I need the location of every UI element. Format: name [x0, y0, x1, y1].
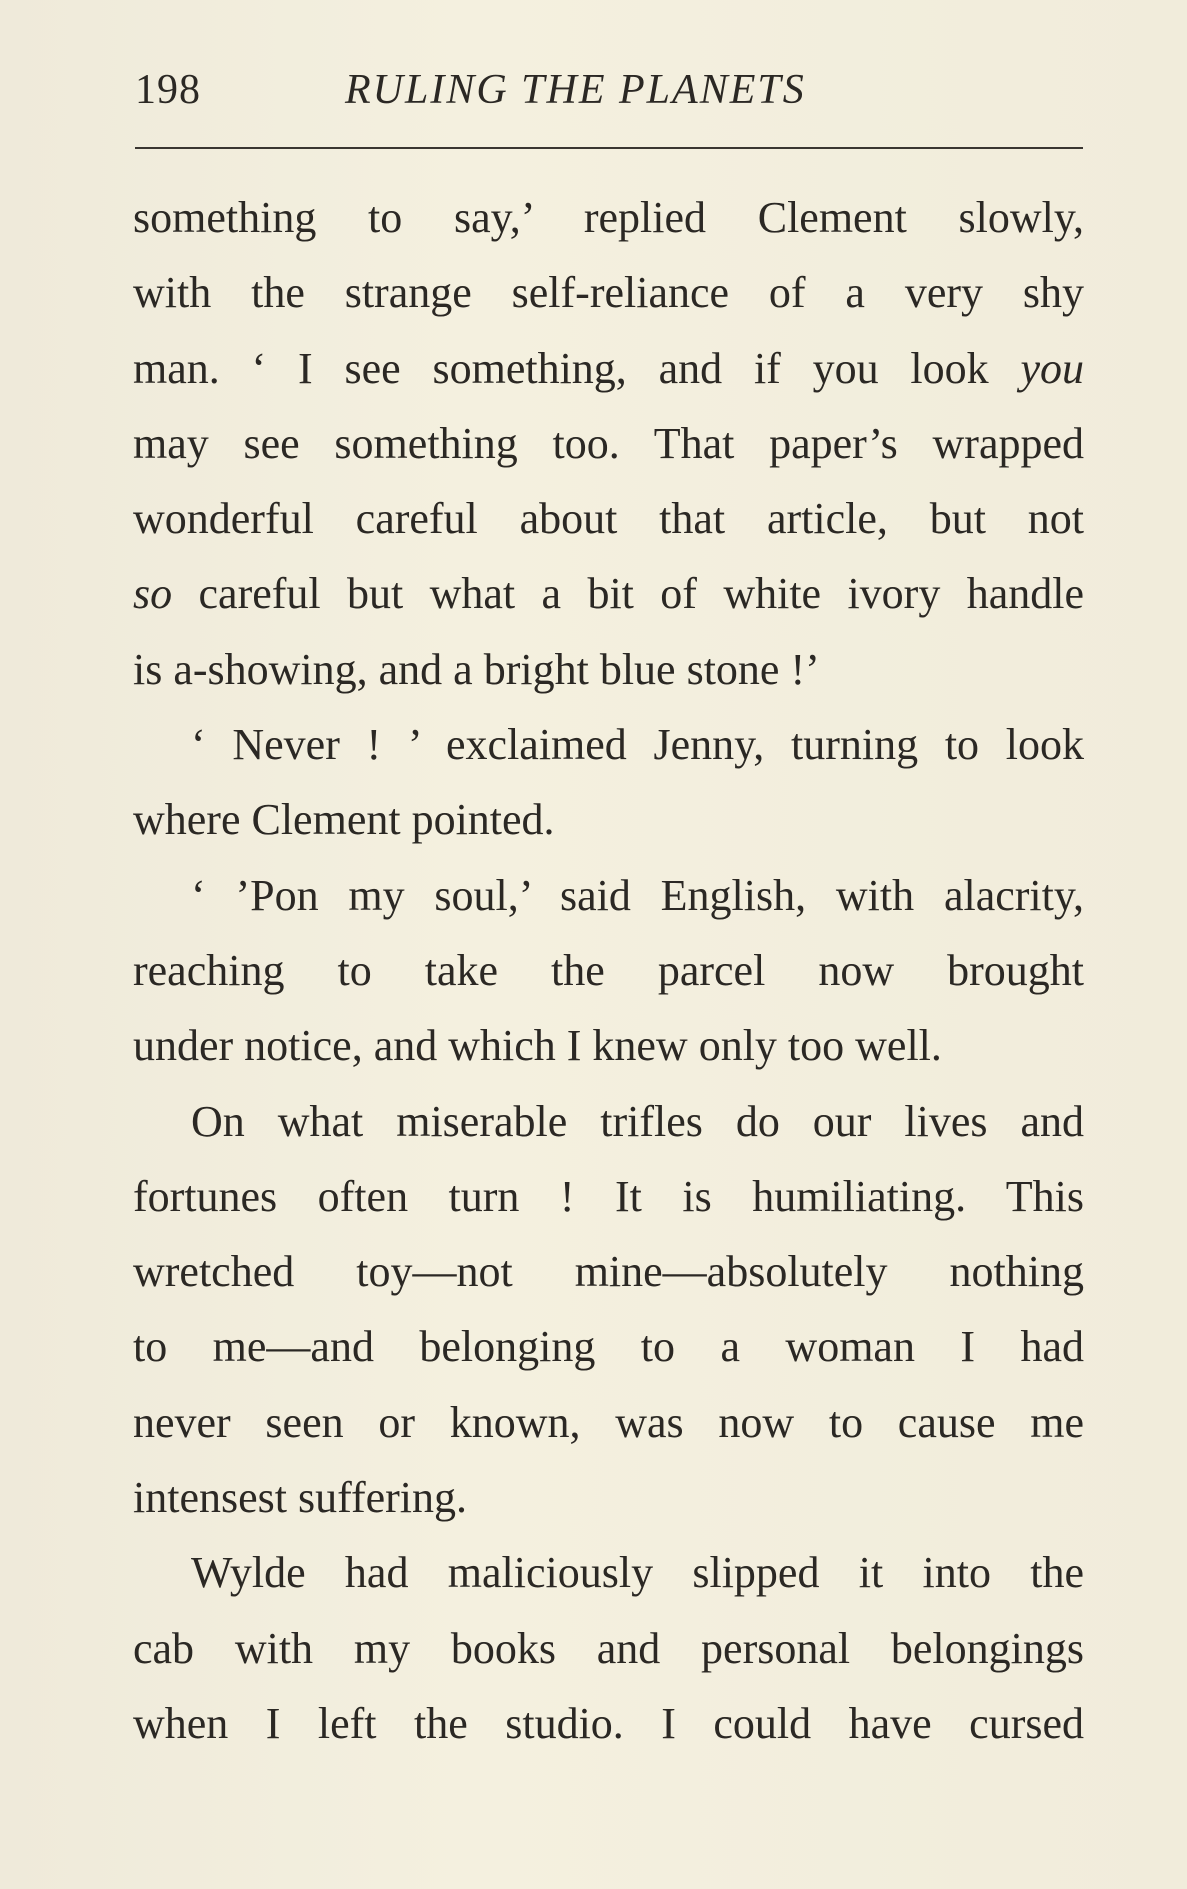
line-text: may see something too. That paper’s wrapped	[133, 418, 1084, 468]
line-text: to me—and belonging to a woman I had	[133, 1322, 1084, 1372]
line-text: where Clement pointed.	[133, 795, 555, 845]
text-line	[133, 933, 1084, 1008]
line-text: intensest suffering.	[133, 1473, 468, 1523]
line-text: ‘ ’Pon my soul,’ said English, with alacrity,	[191, 870, 1084, 920]
text-line	[133, 180, 1084, 255]
line-text: reaching to take the parcel now brought	[133, 945, 1084, 995]
line-text: is a-showing, and a bright blue stone !’	[133, 644, 820, 694]
line-text: under notice, and which I knew only too well.	[133, 1021, 942, 1071]
text-line	[133, 556, 1084, 631]
header-rule	[135, 147, 1083, 149]
text-line	[133, 481, 1084, 556]
line-text: Wylde had maliciously slipped it into the	[191, 1548, 1084, 1598]
text-line	[133, 255, 1084, 330]
text-line	[133, 632, 1084, 707]
line-text: ‘ Never ! ’ exclaimed Jenny, turning to look	[191, 720, 1084, 770]
line-text: when I left the studio. I could have cursed	[133, 1698, 1084, 1748]
line-text: wretched toy—not mine—absolutely nothing	[133, 1247, 1084, 1297]
line-text: cab with my books and personal belongings	[133, 1623, 1084, 1673]
line-text: On what miserable trifles do our lives and	[191, 1096, 1084, 1146]
italic-word: so	[133, 569, 173, 619]
body-text	[133, 180, 1084, 1761]
text-line	[133, 1611, 1084, 1686]
text-line	[133, 406, 1084, 481]
running-head	[135, 66, 1082, 122]
line-text: man. ‘ I see something, and if you look	[133, 343, 1021, 393]
text-line	[133, 1535, 1084, 1610]
page-number: 198	[135, 67, 201, 113]
text-line	[133, 1084, 1084, 1159]
line-text: fortunes often turn ! It is humiliating. This	[133, 1171, 1084, 1221]
line-text: never seen or known, was now to cause me	[133, 1397, 1084, 1447]
text-line	[133, 1309, 1084, 1384]
text-line	[133, 1008, 1084, 1083]
text-line	[133, 1234, 1084, 1309]
text-line	[133, 858, 1084, 933]
running-title: RULING THE PLANETS	[345, 67, 806, 113]
line-text: something to say,’ replied Clement slowly,	[133, 193, 1084, 242]
text-line	[133, 1385, 1084, 1460]
line-text: careful but what a bit of white ivory handle	[172, 569, 1084, 619]
text-line	[133, 782, 1084, 857]
text-line	[133, 331, 1084, 406]
italic-word: you	[1020, 343, 1084, 393]
text-line	[133, 1460, 1084, 1535]
text-line	[133, 1159, 1084, 1234]
text-line	[133, 1686, 1084, 1761]
line-text: with the strange self-reliance of a very shy	[133, 268, 1084, 318]
text-line	[133, 707, 1084, 782]
line-text: wonderful careful about that article, but not	[133, 494, 1084, 544]
